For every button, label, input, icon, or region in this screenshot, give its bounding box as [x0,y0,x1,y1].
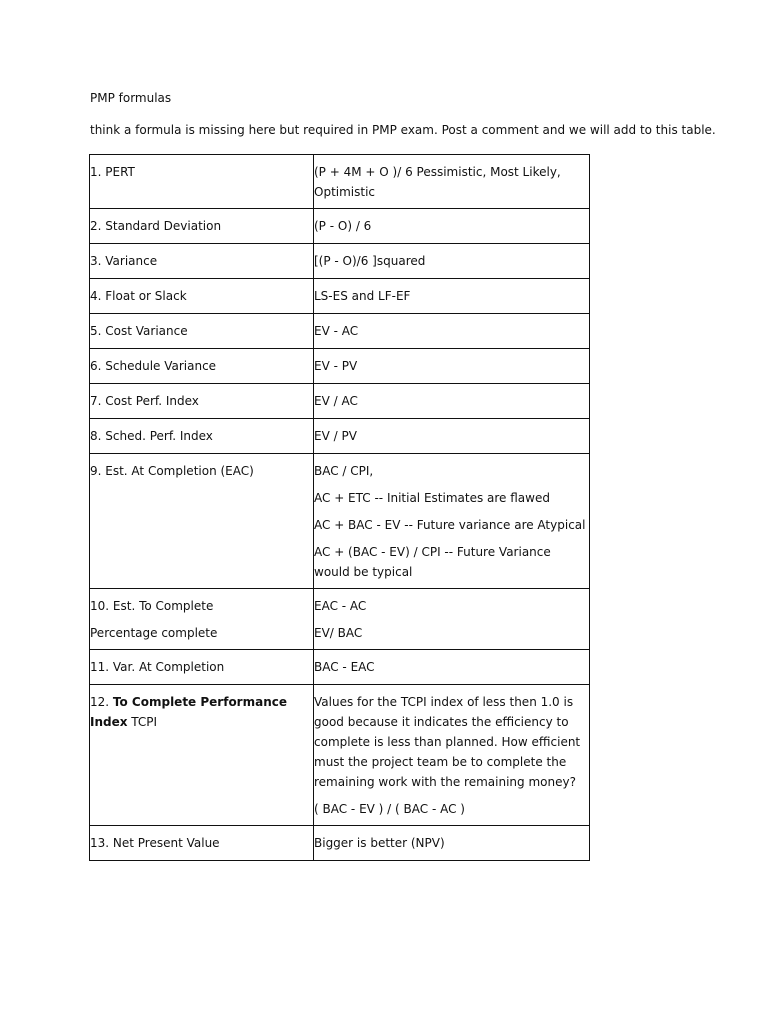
table-row [90,349,590,384]
table-row [90,419,590,454]
table-row [90,650,590,685]
table-row [90,589,590,650]
formula-value: Bigger is better (NPV) [314,826,590,861]
formula-line: AC + BAC - EV -- Future variance are Atypical [314,518,586,532]
formula-name: 2. Standard Deviation [90,209,314,244]
formula-value: EV / AC [314,384,590,419]
formula-name: 3. Variance [90,244,314,279]
formula-line: AC + ETC -- Initial Estimates are flawed [314,491,550,505]
formula-name: 5. Cost Variance [90,314,314,349]
formula-line: EAC - AC [314,599,367,613]
formula-name: 8. Sched. Perf. Index [90,419,314,454]
intro-text: think a formula is missing here but required in PMP exam. Post a comment and we will add to this table. [90,123,716,137]
formula-name-prefix: 12. [90,695,113,709]
table-row [90,209,590,244]
formula-name-line: 10. Est. To Complete [90,599,214,613]
formula-name-suffix: TCPI [127,715,158,729]
page-title: PMP formulas [90,91,172,105]
formula-value: BAC - EAC [314,650,590,685]
formula-name: 9. Est. At Completion (EAC) [90,454,314,589]
formula-line: AC + (BAC - EV) / CPI -- Future Variance would be typical [314,545,551,579]
formula-name [90,685,314,826]
formula-value [314,589,590,650]
formula-line: EV/ BAC [314,626,363,640]
formula-value [314,454,590,589]
formula-line: BAC / CPI, [314,464,374,478]
formula-line: Values for the TCPI index of less then 1.0 is good because it indicates the efficiency to complete is less than planned. How efficient must the project team be to complete the remaining work with the remaining money? [314,695,581,789]
formula-name: 13. Net Present Value [90,826,314,861]
table-row [90,155,590,209]
formula-name-bold: To Complete Performance Index [90,695,287,729]
formula-name-line: Percentage complete [90,626,218,640]
formula-table [89,154,590,861]
formula-name [90,589,314,650]
table-row [90,244,590,279]
table-row [90,454,590,589]
formula-name: 7. Cost Perf. Index [90,384,314,419]
table-row [90,384,590,419]
formula-value: EV - AC [314,314,590,349]
formula-value: (P + 4M + O )/ 6 Pessimistic, Most Likely, Optimistic [314,155,590,209]
formula-value: EV - PV [314,349,590,384]
formula-name: 6. Schedule Variance [90,349,314,384]
formula-line: ( BAC - EV ) / ( BAC - AC ) [314,802,465,816]
table-row [90,314,590,349]
formula-name: 1. PERT [90,155,314,209]
table-row [90,826,590,861]
formula-value: [(P - O)/6 ]squared [314,244,590,279]
formula-value [314,685,590,826]
formula-value: (P - O) / 6 [314,209,590,244]
formula-name: 4. Float or Slack [90,279,314,314]
formula-name: 11. Var. At Completion [90,650,314,685]
table-row [90,279,590,314]
formula-value: LS-ES and LF-EF [314,279,590,314]
table-row [90,685,590,826]
formula-value: EV / PV [314,419,590,454]
